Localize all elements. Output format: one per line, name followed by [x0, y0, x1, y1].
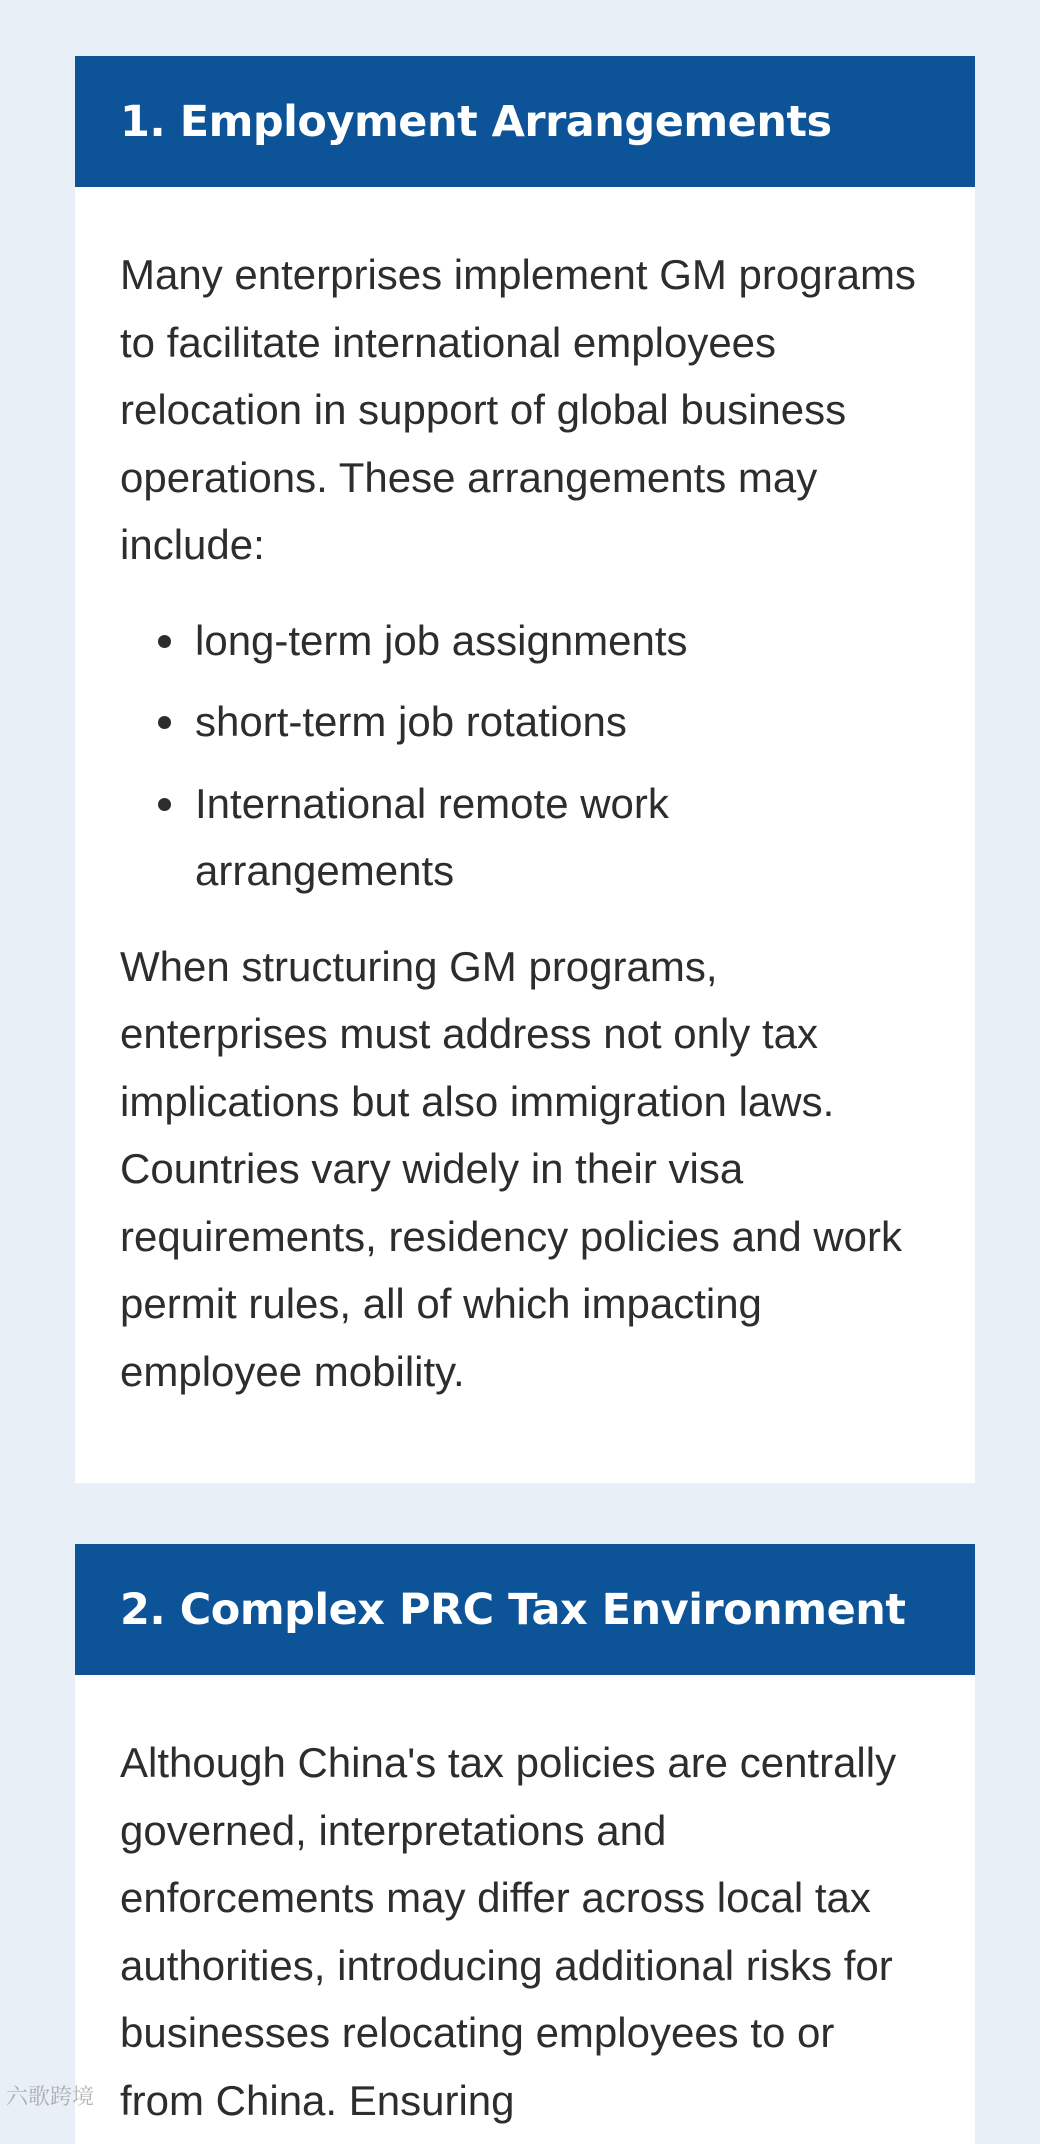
section-card-tax-environment	[75, 1544, 975, 2144]
list-item-text: short-term job rotations	[195, 698, 627, 745]
section-title: 1. Employment Arrangements	[120, 96, 832, 147]
watermark: 六歌跨境	[6, 2085, 95, 2110]
intro-paragraph: Although China's tax policies are centrally governed, interpretations and enforcements may differ across local tax authorities, introducing additional risks for businesses relocating employees to or from China. Ensuring	[120, 1739, 897, 2124]
section-header	[75, 1544, 975, 1675]
list-item	[120, 688, 930, 756]
arrangement-list	[120, 607, 930, 905]
section-title: 2. Complex PRC Tax Environment	[120, 1584, 906, 1635]
intro-paragraph: Many enterprises implement GM programs to facilitate international employees relocation in support of global business operations. These arrangements may include:	[120, 251, 916, 568]
section-card-employment	[75, 56, 975, 1483]
bullet-icon	[158, 798, 171, 811]
bullet-icon	[158, 716, 171, 729]
outro-paragraph: When structuring GM programs, enterprises must address not only tax implications but also immigration laws. Countries vary widely in their visa requirements, residency policies and work permit rules, all of which impacting employee mobility.	[120, 942, 903, 1395]
bullet-icon	[158, 635, 171, 648]
section-header	[75, 56, 975, 187]
list-item-text: International remote work arrangements	[195, 779, 669, 894]
list-item	[120, 607, 930, 675]
list-item-text: long-term job assignments	[195, 616, 688, 664]
section-body	[75, 187, 975, 1405]
section-body	[75, 1675, 975, 2134]
list-item	[120, 770, 930, 905]
